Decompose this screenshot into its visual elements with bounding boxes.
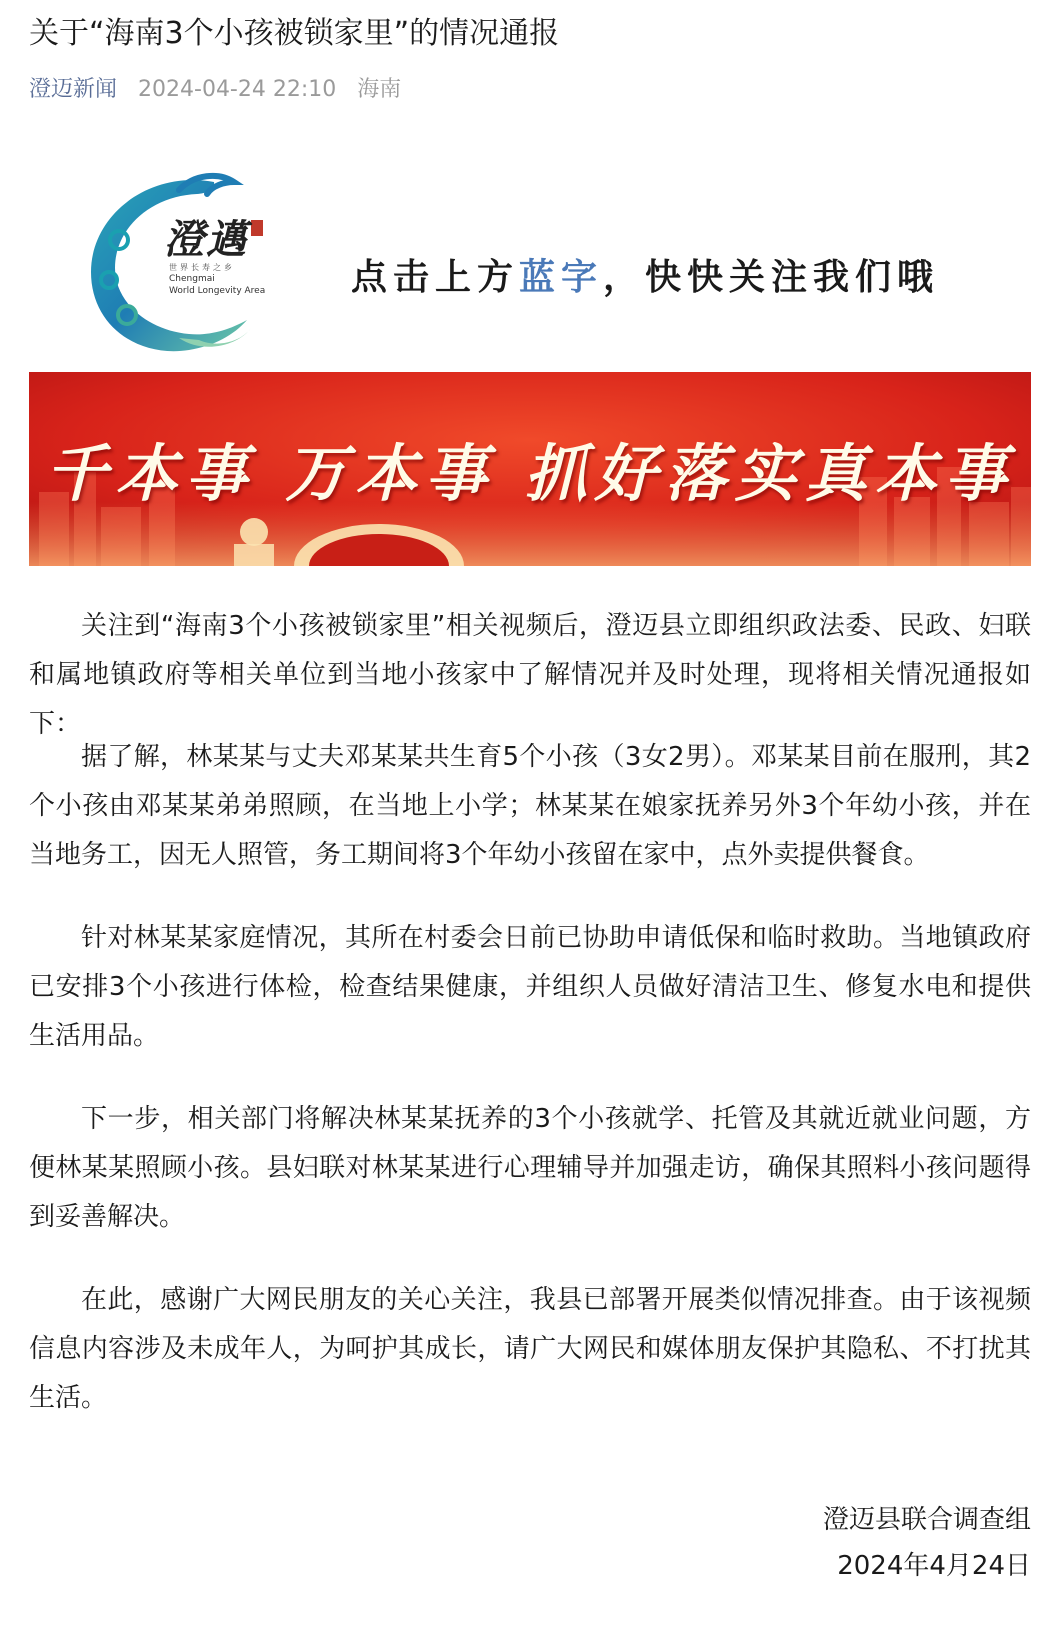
slogan-text: 千本事 万本事 抓好落实真本事: [45, 437, 1015, 510]
source-link[interactable]: 澄迈新闻: [29, 77, 118, 102]
follow-prompt: [351, 254, 939, 300]
logo-subtitle-cn: 世界长寿之乡: [169, 263, 235, 272]
paragraph-4: 下一步，相关部门将解决林某某抚养的3个小孩就学、托管及其就近就业问题，方便林某某照顾小孩。县妇联对林某某进行心理辅导并加强走访，确保其照料小孩问题得到妥善解决。: [29, 1104, 1031, 1232]
signature-org: 澄迈县联合调查组: [822, 1505, 1031, 1535]
paragraph-2: 据了解，林某某与丈夫邓某某共生育5个小孩（3女2男）。邓某某目前在服刑，其2个小孩由邓某某弟弟照顾，在当地上小学；林某某在娘家抚养另外3个年幼小孩，并在当地务工，因无人照管，务工期间将3个年幼小孩留在家中，点外卖提供餐食。: [29, 742, 1031, 870]
logo-calligraphy: 澄邁: [164, 216, 248, 263]
publish-time: 2024-04-24 22:10: [138, 77, 337, 102]
logo-subtitle-en-2: World Longevity Area: [169, 286, 266, 296]
follow-prompt-pre: 点击上方: [351, 256, 520, 298]
signature-date: 2024年4月24日: [837, 1551, 1031, 1581]
paragraph-5: 在此，感谢广大网民朋友的关心关注，我县已部署开展类似情况排查。由于该视频信息内容涉及未成年人，为呵护其成长，请广大网民和媒体朋友保护其隐私、不打扰其生活。: [29, 1285, 1031, 1413]
article-meta: [29, 72, 401, 108]
article-title: 关于“海南3个小孩被锁家里”的情况通报: [29, 16, 560, 51]
paragraph-3: 针对林某某家庭情况，其所在村委会日前已协助申请低保和临时救助。当地镇政府已安排3个小孩进行体检，检查结果健康，并组织人员做好清洁卫生、修复水电和提供生活用品。: [29, 923, 1031, 1051]
paragraph-1: 关注到“海南3个小孩被锁家里”相关视频后，澄迈县立即组织政法委、民政、妇联和属地镇政府等相关单位到当地小孩家中了解情况并及时处理，现将相关情况通报如下：: [29, 611, 1031, 739]
follow-prompt-blue: 蓝字: [519, 256, 604, 298]
publish-location: 海南: [357, 77, 402, 102]
follow-prompt-post: ，快快关注我们哦: [603, 256, 940, 298]
logo-subtitle-en-1: Chengmai: [169, 274, 215, 284]
